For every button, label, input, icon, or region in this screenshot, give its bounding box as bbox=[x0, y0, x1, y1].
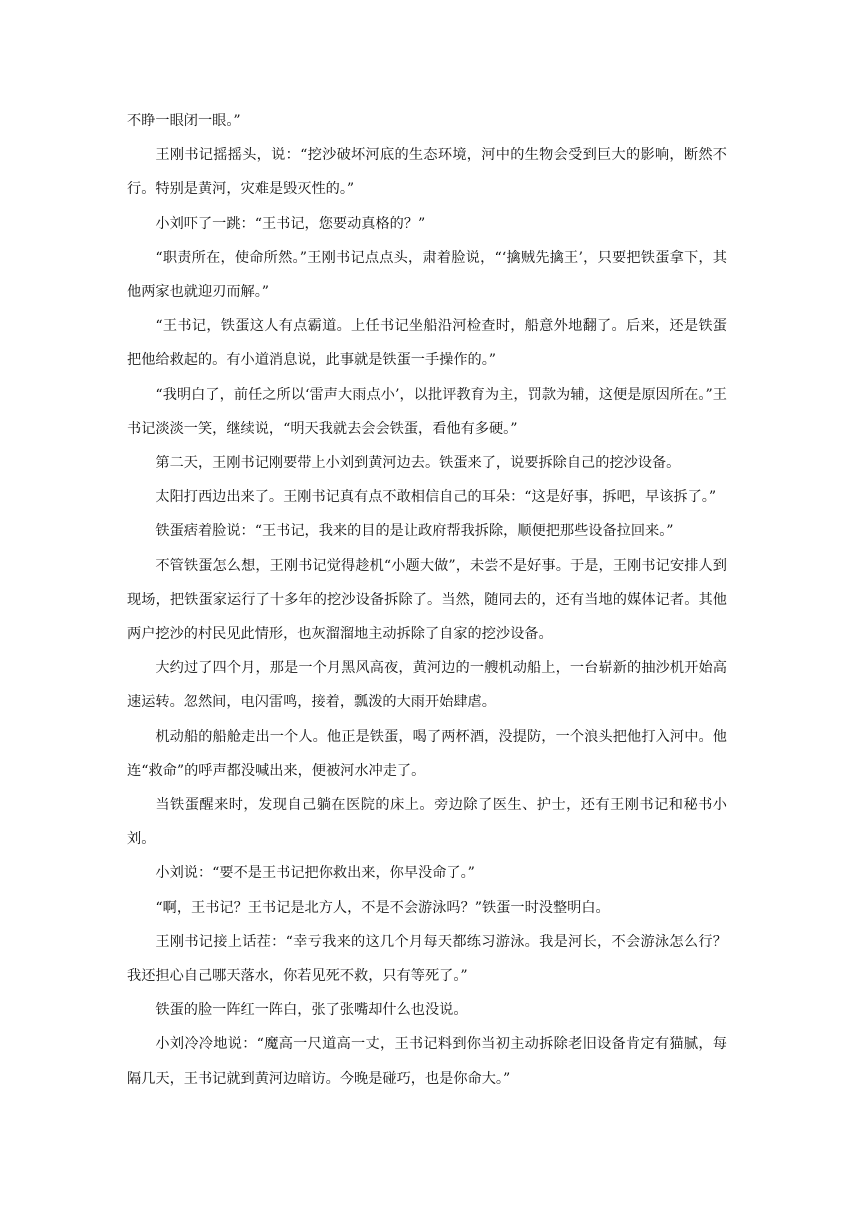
paragraph: 铁蛋痞着脸说：“王书记，我来的目的是让政府帮我拆除，顺便把那些设备拉回来。” bbox=[155, 523, 674, 540]
paragraph: 王刚书记接上话茬：“幸亏我来的这几个月每天都练习游泳。我是河长，不会游泳怎么行？我还担心自己哪天落水，你若见死不救，只有等死了。” bbox=[127, 933, 727, 985]
paragraph: 小刘吓了一跳：“王书记，您要动真格的？” bbox=[155, 215, 426, 232]
paragraph: 大约过了四个月，那是一个月黑风高夜，黄河边的一艘机动船上，一台崭新的抽沙机开始高速运转。忽然间，电闪雷鸣，接着，瓢泼的大雨开始肆虐。 bbox=[127, 660, 727, 711]
paragraph: 不管铁蛋怎么想，王刚书记觉得趁机“小题大做”，未尝不是好事。于是，王刚书记安排人到现场，把铁蛋家运行了十多年的挖沙设备拆除了。当然，随同去的，还有当地的媒体记者。其他两户挖沙的村民见此情形，也灰溜溜地主动拆除了自家的挖沙设备。 bbox=[127, 557, 727, 643]
paragraph: “职责所在，使命所然。”王刚书记点点头，肃着脸说，“‘擒贼先擒王’，只要把铁蛋拿下，其他两家也就迎刃而解。” bbox=[127, 249, 727, 301]
paragraph: 机动船的船舱走出一个人。他正是铁蛋，喝了两杯酒，没提防，一个浪头把他打入河中。他连“救命”的呼声都没喊出来，便被河水冲走了。 bbox=[127, 728, 727, 779]
paragraph-continuation: 不睁一眼闭一眼。” bbox=[127, 113, 241, 129]
paragraph: 当铁蛋醒来时，发现自己躺在医院的床上。旁边除了医生、护士，还有王刚书记和秘书小刘。 bbox=[127, 797, 727, 848]
paragraph: 王刚书记摇摇头，说：“挖沙破坏河底的生态环境，河中的生物会受到巨大的影响，断然不行。特别是黄河，灾难是毁灭性的。” bbox=[127, 147, 727, 198]
paragraph: 第二天，王刚书记刚要带上小刘到黄河边去。铁蛋来了，说要拆除自己的挖沙设备。 bbox=[155, 455, 681, 472]
paragraph: 太阳打西边出来了。王刚书记真有点不敢相信自己的耳朵：“这是好事，拆吧，早该拆了。” bbox=[155, 489, 717, 506]
paragraph: “啊，王书记？王书记是北方人，不是不会游泳吗？”铁蛋一时没整明白。 bbox=[155, 899, 610, 916]
paragraph: “王书记，铁蛋这人有点霸道。上任书记坐船沿河检查时，船意外地翻了。后来，还是铁蛋把他给救起的。有小道消息说，此事就是铁蛋一手操作的。” bbox=[127, 318, 727, 369]
paragraph: 小刘说：“要不是王书记把你救出来，你早没命了。” bbox=[155, 865, 475, 882]
document-page bbox=[127, 104, 727, 1096]
paragraph: “我明白了，前任之所以‘雷声大雨点小’，以批评教育为主，罚款为辅，这便是原因所在。”王书记淡淡一笑，继续说，“明天我就去会会铁蛋，看他有多硬。” bbox=[127, 386, 727, 437]
paragraph: 小刘冷冷地说：“魔高一尺道高一丈，王书记料到你当初主动拆除老旧设备肯定有猫腻，每隔几天，王书记就到黄河边暗访。今晚是碰巧，也是你命大。” bbox=[127, 1036, 727, 1087]
paragraph: 铁蛋的脸一阵红一阵白，张了张嘴却什么也没说。 bbox=[155, 1002, 468, 1019]
